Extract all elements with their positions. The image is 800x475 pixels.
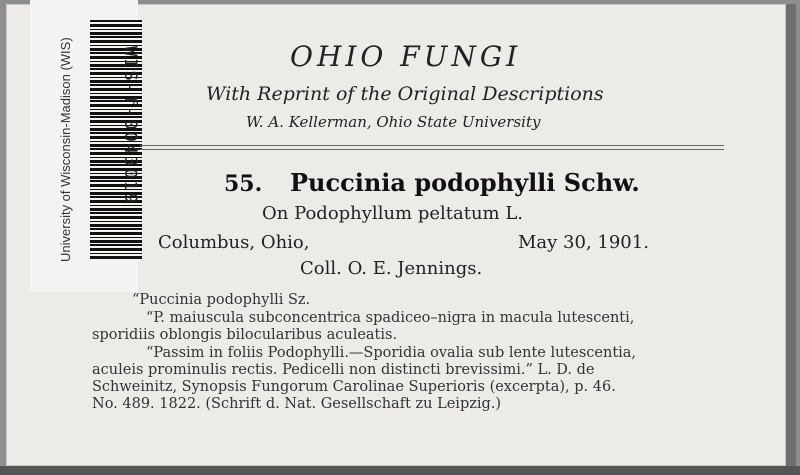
description-line: “Passim in foliis Podophylli.—Sporidia ovalia sub lente lutescentia,: [146, 345, 637, 361]
date-text: May 30, 1901.: [518, 232, 649, 253]
divider-bottom: [140, 149, 724, 150]
species-name: Puccinia podophylli Schw.: [290, 168, 640, 197]
description-line: Schweinitz, Synopsis Fungorum Carolinae Superioris (excerpta), p. 46.: [92, 379, 616, 395]
divider-top: [140, 145, 724, 146]
series-subtitle: With Reprint of the Original Descriptions: [206, 83, 604, 105]
description-line: aculeis prominulis rectis. Pedicelli non distincti brevissimi.” L. D. de: [92, 362, 595, 378]
collector-text: Coll. O. E. Jennings.: [300, 258, 483, 279]
series-title: OHIO FUNGI: [290, 40, 522, 73]
entry-number: 55.: [224, 171, 263, 197]
card-edge-shadow: [786, 4, 796, 466]
institution-text: University of Wisconsin-Madison (WIS): [58, 37, 73, 262]
series-author: W. A. Kellerman, Ohio State University: [246, 113, 541, 131]
host-text: On Podophyllum peltatum L.: [262, 203, 524, 224]
description-line: sporidiis oblongis bilocularibus aculeatis.: [92, 327, 398, 343]
description-line: “Puccinia podophylli Sz.: [132, 292, 311, 308]
specimen-id: WIS-f-0043019: [120, 46, 140, 206]
background-strip: [0, 466, 800, 475]
locality-text: Columbus, Ohio,: [158, 232, 310, 253]
description-line: No. 489. 1822. (Schrift d. Nat. Gesellschaft zu Leipzig.): [92, 396, 502, 412]
description-line: “P. maiuscula subconcentrica spadiceo–nigra in macula lutescenti,: [146, 310, 635, 326]
barcode-sticker: [30, 0, 138, 292]
